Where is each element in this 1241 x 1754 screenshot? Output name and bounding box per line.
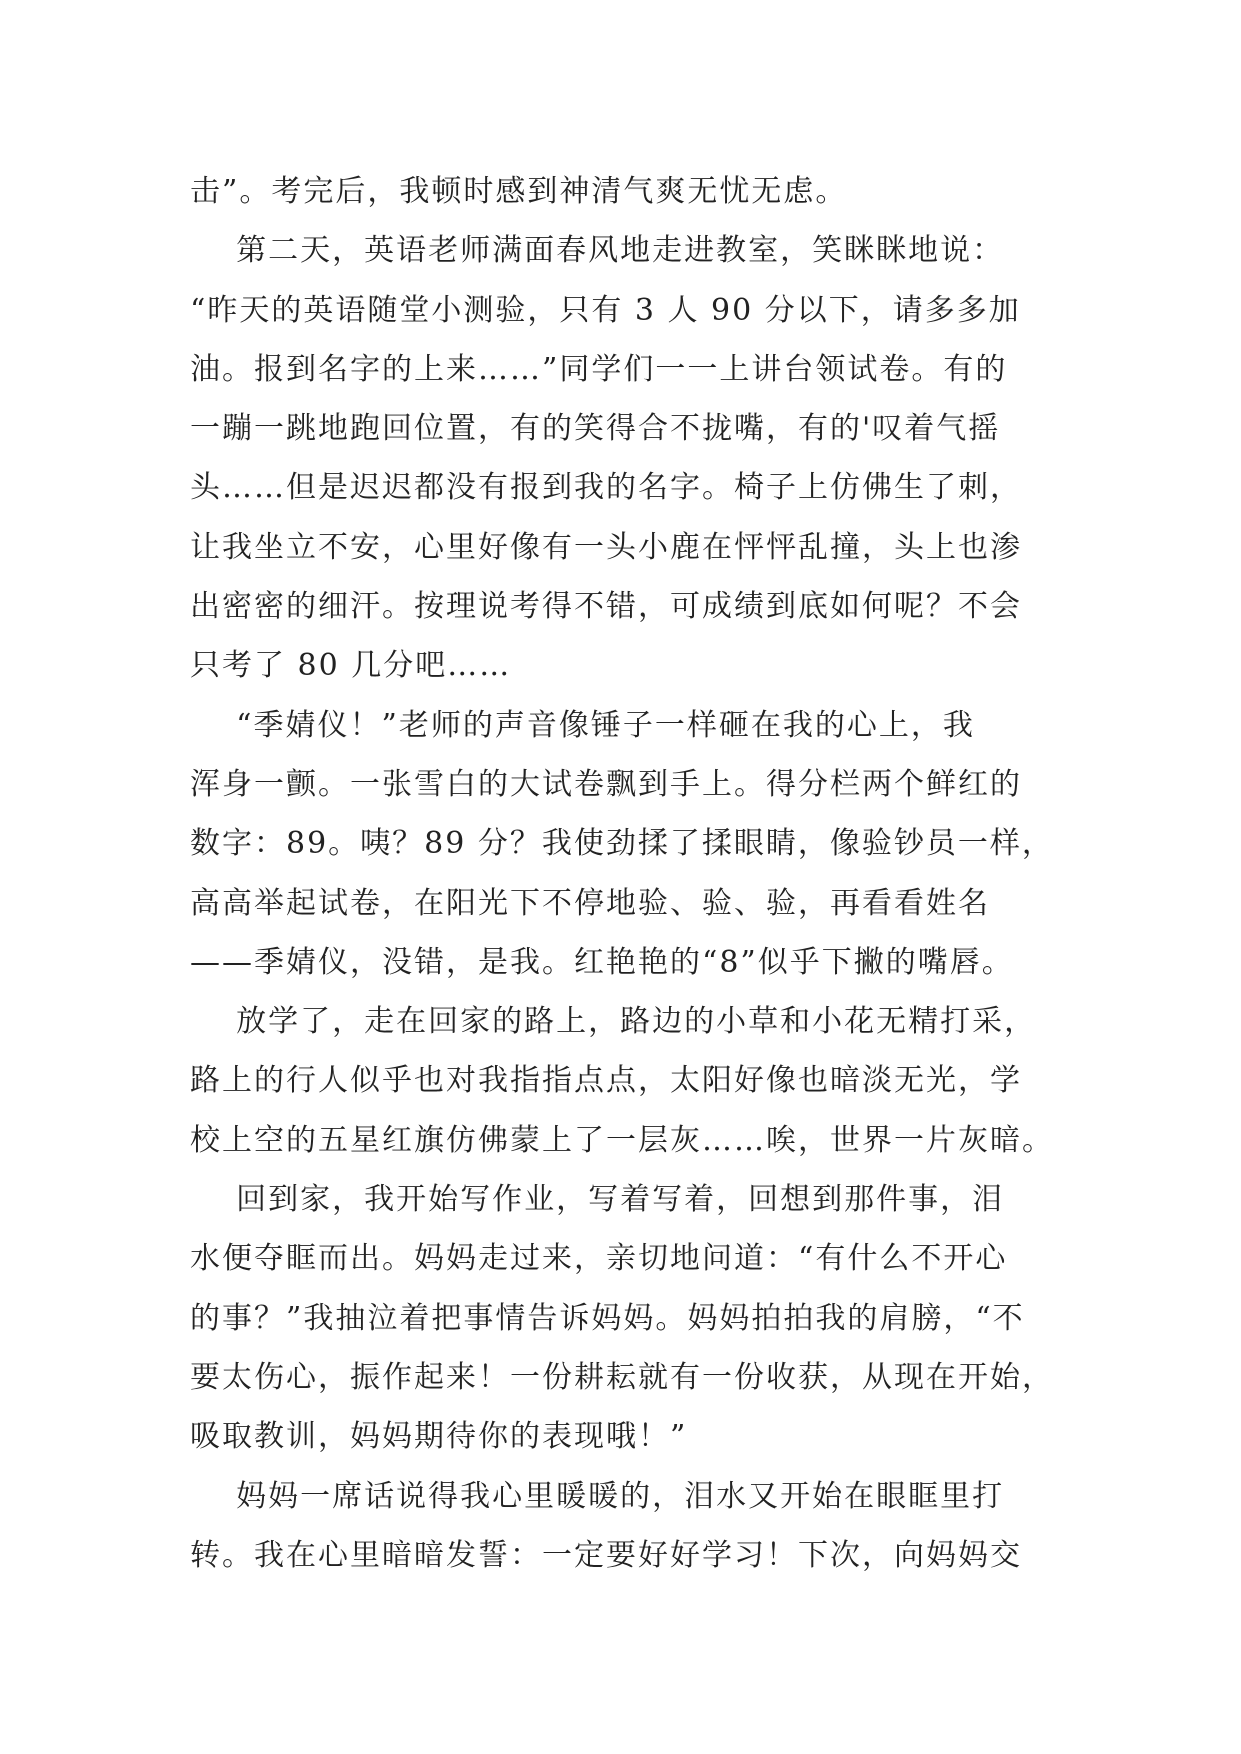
text-line: 回到家，我开始写作业，写着写着，回想到那件事，泪 <box>190 1182 1005 1218</box>
text-line: 一蹦一跳地跑回位置，有的笑得合不拢嘴，有的'叹着气摇 <box>190 411 1001 447</box>
text-line: 让我坐立不安，心里好像有一头小鹿在怦怦乱撞，头上也渗 <box>190 529 1022 565</box>
text-line: 放学了，走在回家的路上，路边的小草和小花无精打采， <box>190 1004 1037 1040</box>
text-line: 头……但是迟迟都没有报到我的名字。椅子上仿佛生了刺， <box>190 470 1022 506</box>
text-line: 高高举起试卷，在阳光下不停地验、验、验，再看看姓名 <box>190 885 990 921</box>
text-line: 第二天，英语老师满面春风地走进教室，笑眯眯地说： <box>190 233 1005 269</box>
text-line: 吸取教训，妈妈期待你的表现哦！” <box>190 1419 688 1455</box>
text-line: 妈妈一席话说得我心里暖暖的，泪水又开始在眼眶里打 <box>190 1478 1005 1514</box>
text-line: 浑身一颤。一张雪白的大试卷飘到手上。得分栏两个鲜红的 <box>190 766 1022 802</box>
text-line: 油。报到名字的上来……”同学们一一上讲台领试卷。有的 <box>190 351 1008 387</box>
text-line: 转。我在心里暗暗发誓：一定要好好学习！下次，向妈妈交 <box>190 1537 1022 1573</box>
text-line: 路上的行人似乎也对我指指点点，太阳好像也暗淡无光，学 <box>190 1063 1022 1099</box>
text-line: 击”。考完后，我顿时感到神清气爽无忧无虑。 <box>190 174 848 209</box>
text-line: “季婧仪！”老师的声音像锤子一样砸在我的心上，我 <box>190 707 975 743</box>
text-line: 数字：89。咦？89 分？我使劲揉了揉眼睛，像验钞员一样， <box>190 826 1054 862</box>
text-line: 校上空的五星红旗仿佛蒙上了一层灰……唉，世界一片灰暗。 <box>190 1122 1054 1158</box>
text-line: ——季婧仪，没错，是我。红艳艳的“8”似乎下撇的嘴唇。 <box>190 944 1014 980</box>
text-line: 要太伤心，振作起来！一份耕耘就有一份收获，从现在开始， <box>190 1359 1054 1395</box>
text-line: 出密密的细汗。按理说考得不错，可成绩到底如何呢？不会 <box>190 589 1022 625</box>
text-line: “昨天的英语随堂小测验，只有 3 人 90 分以下，请多多加 <box>190 292 1021 328</box>
text-line: 只考了 80 几分吧…… <box>190 648 512 684</box>
essay-text-block <box>190 162 1070 1585</box>
text-line: 水便夺眶而出。妈妈走过来，亲切地问道：“有什么不开心 <box>190 1241 1008 1277</box>
text-line: 的事？”我抽泣着把事情告诉妈妈。妈妈拍拍我的肩膀，“不 <box>190 1300 1025 1336</box>
